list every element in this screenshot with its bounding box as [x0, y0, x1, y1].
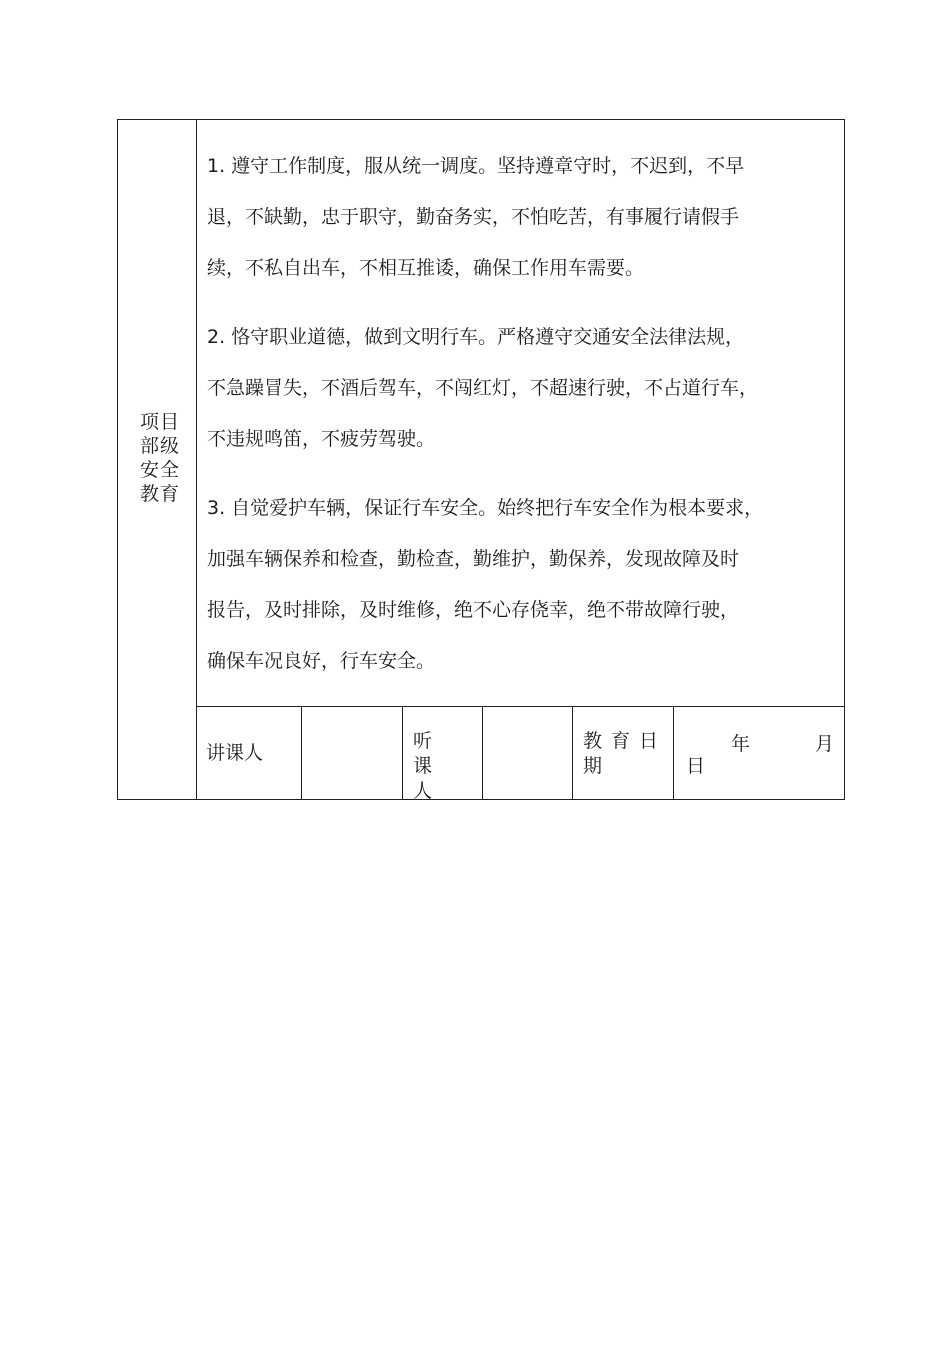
paragraph-line: 3. 自觉爱护车辆，保证行车安全。始终把行车安全作为根本要求， [207, 497, 764, 519]
rule-paragraph-2 [207, 312, 807, 465]
section-label-cell [118, 120, 197, 799]
date-value-cell[interactable] [674, 707, 844, 799]
paragraph-line: 加强车辆保养和检查，勤检查，勤维护，勤保养，发现故障及时 [207, 548, 740, 570]
date-day-label: 日 [686, 755, 706, 777]
section-label: 项目部级安全教育 [140, 411, 181, 505]
safety-education-table [117, 119, 845, 800]
lecturer-value-cell[interactable] [302, 707, 403, 799]
date-year-month [674, 729, 844, 754]
listener-label: 听课人 [413, 730, 447, 802]
date-month-label: 月 [814, 733, 834, 755]
education-content-cell [197, 120, 844, 707]
paragraph-line: 不急躁冒失，不酒后驾车，不闯红灯，不超速行驶，不占道行车， [207, 377, 759, 399]
lecturer-label-cell [197, 707, 302, 799]
lecturer-label: 讲课人 [206, 742, 264, 764]
listener-label-cell [403, 707, 483, 802]
paragraph-line: 2. 恪守职业道德，做到文明行车。严格遵守交通安全法律法规， [207, 326, 745, 348]
date-label-cell [573, 707, 674, 799]
paragraph-line: 续，不私自出车，不相互推诿，确保工作用车需要。 [207, 257, 645, 279]
rule-paragraph-1 [207, 141, 807, 294]
signature-row [197, 707, 844, 802]
listener-value-cell[interactable] [483, 707, 573, 799]
paragraph-line: 1. 遵守工作制度，服从统一调度。坚持遵章守时，不迟到，不早 [207, 155, 745, 177]
date-label: 教育日期 [583, 730, 668, 777]
date-year-label: 年 [731, 733, 751, 755]
paragraph-line: 报告，及时排除，及时维修，绝不心存侥幸，绝不带故障行驶， [207, 599, 740, 621]
paragraph-line: 不违规鸣笛，不疲劳驾驶。 [207, 428, 436, 450]
rule-paragraph-3 [207, 483, 807, 687]
paragraph-line: 退，不缺勤，忠于职守，勤奋务实，不怕吃苦，有事履行请假手 [207, 206, 740, 228]
paragraph-line: 确保车况良好，行车安全。 [207, 650, 436, 672]
